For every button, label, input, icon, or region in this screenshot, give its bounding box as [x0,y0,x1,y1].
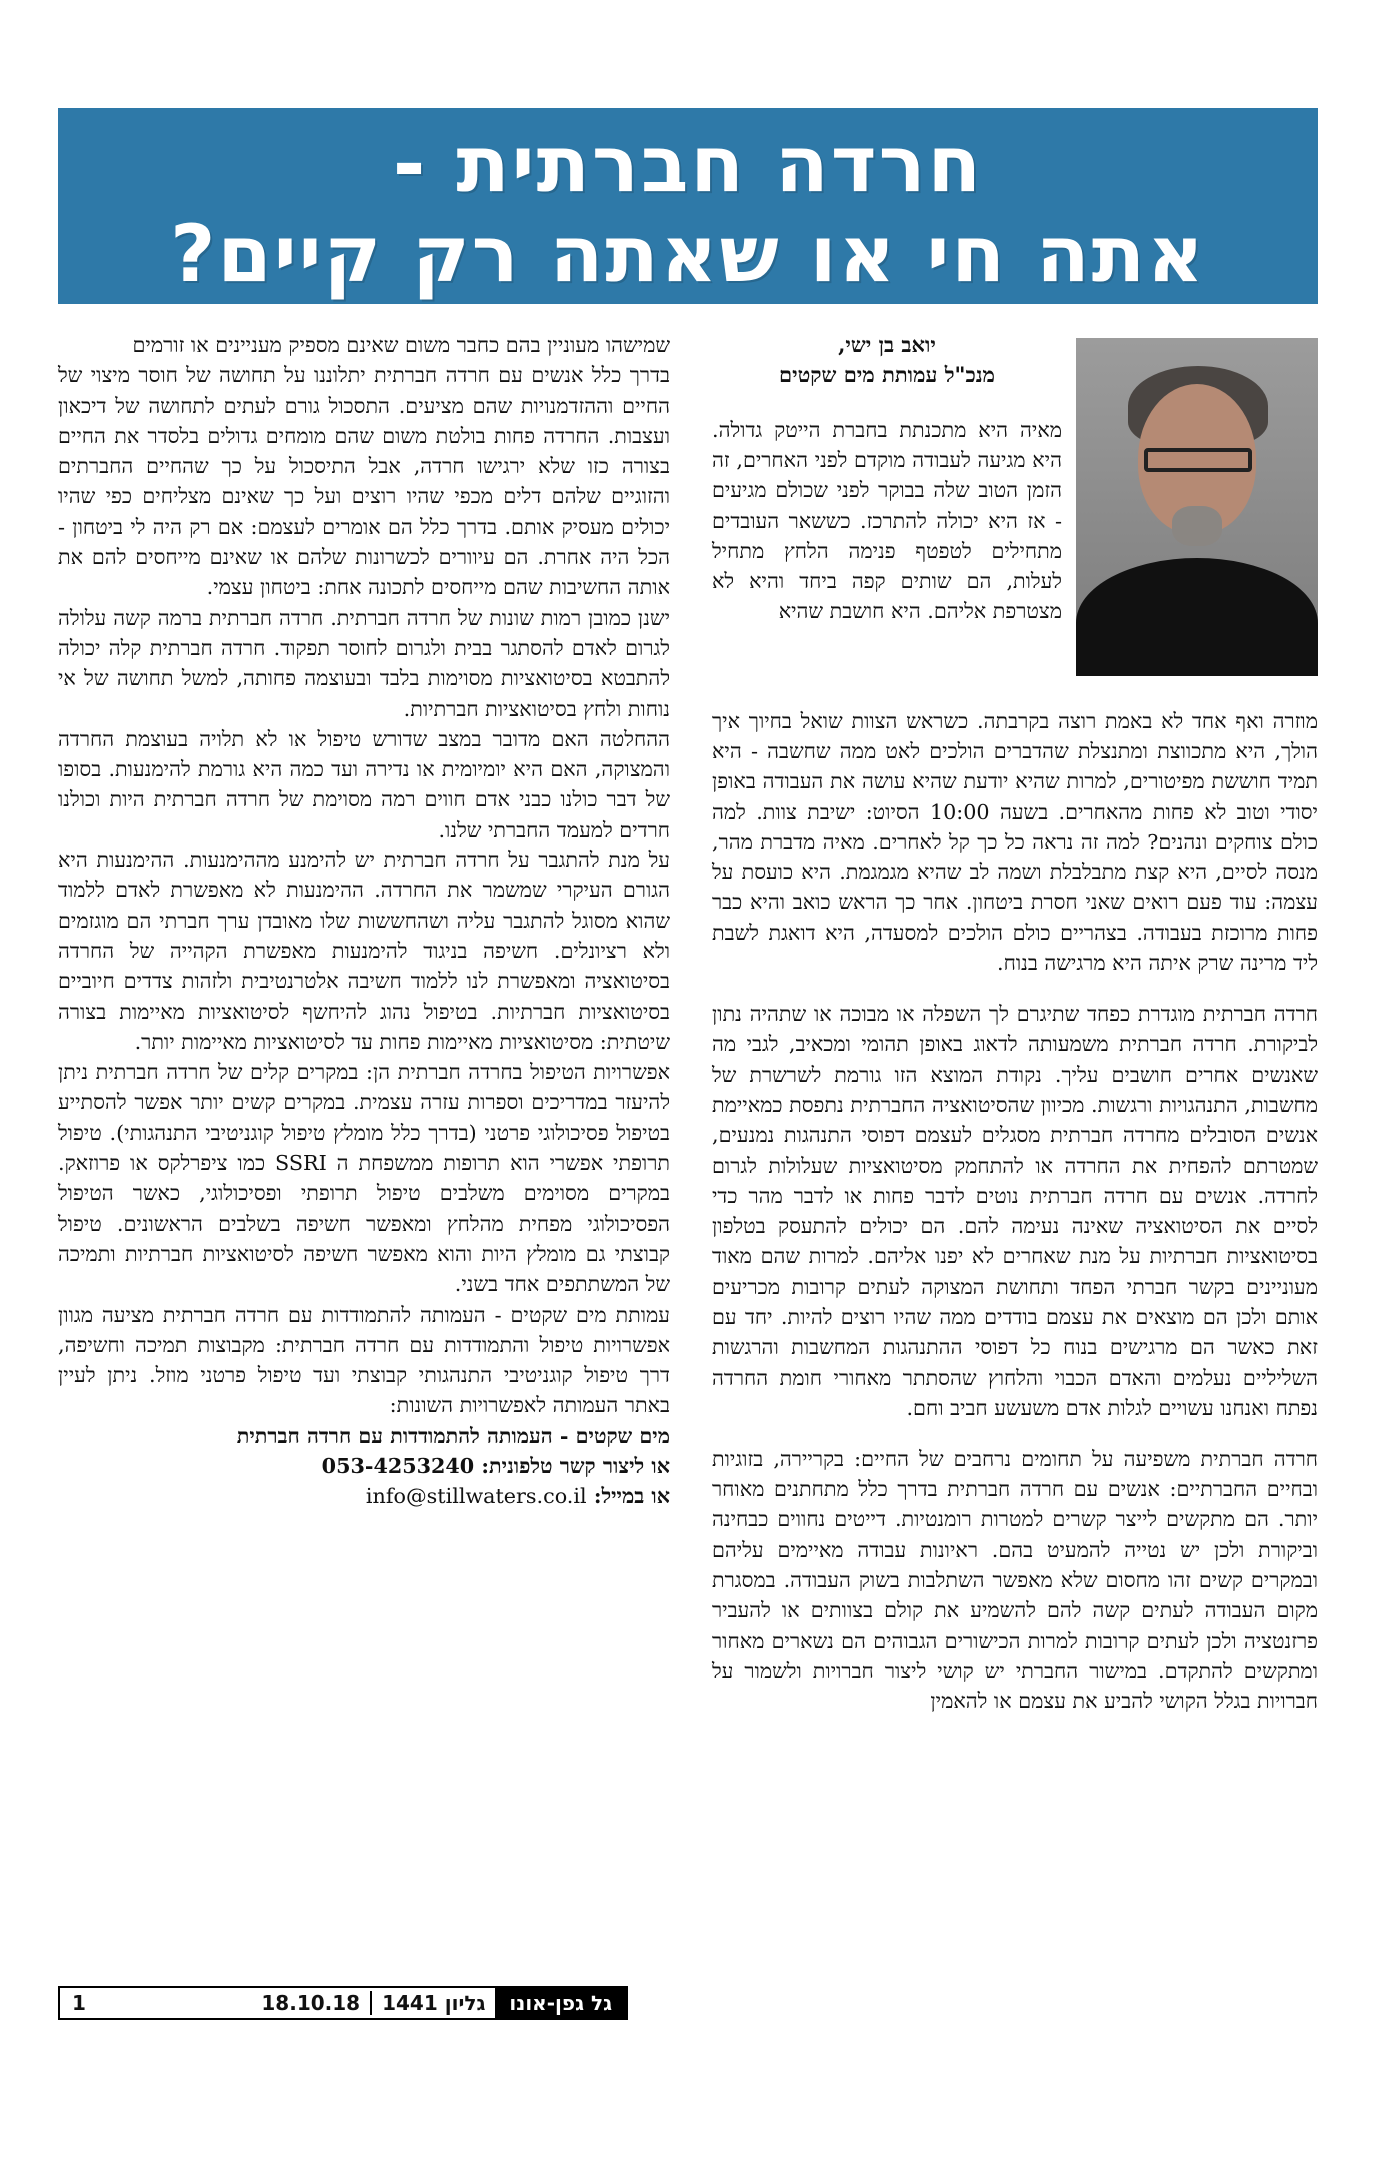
contact-phone[interactable]: 053-4253240 [321,1453,475,1478]
issue-date: 18.10.18 [261,1991,361,2015]
intro-paragraph: מאיה היא מתכנתת בחברת הייטק גדולה. היא מגיעה לעבודה מוקדם לפני האחרים, זה הזמן הטוב שלה בבוקר לפני שכולם מגיעים - אז היא יכולה להתרכז. כששאר העובדים מתחילים לטפטף פנימה הלחץ מתחיל לעלות, הם שותים קפה ביחד והיא לא מצטרפת אליהם. היא חושבת שהיא [712,417,1062,624]
title-banner [58,108,1318,304]
paragraph: על מנת להתגבר על חרדה חברתית יש להימנע מההימנעות. ההימנעות היא הגורם העיקרי שמשמר את החרדה. ההימנעות לא מאפשרת לאדם ללמוד שהוא מסוגל להתגבר עליה ושהחששות שלו מאובדן ערך חברתי הם מוגזמים ולא רציונלים. חשיפה בניגוד להימנעות מאפשרת הקהייה של החרדה בסיטואציה ומאפשרת לנו ללמוד חשיבה אלטרנטיבית ולזהות צדדים חיוביים בסיטואציות חברתיות. בטיפול נהוג להיחשף לסיטואציות מאיימות בצורה שיטתית: מסיטואציות מאיימות פחות עד לסיטואציות מאיימות יותר. [58,848,670,1054]
author-photo [1076,338,1318,676]
page-footer [58,1986,628,2020]
author-byline [712,330,1062,390]
contact-org: מים שקטים - העמותה להתמודדות עם חרדה חברתית [236,1423,670,1448]
page-number: 1 [72,1991,86,2015]
paragraph: שמישהו מעוניין בהם כחבר משום שאינם מספיק מעניינים או זורמים [132,333,670,357]
contact-phone-label: או ליצור קשר טלפונית: [481,1453,670,1478]
contact-block [58,1421,670,1512]
contact-email-line [58,1481,670,1511]
paragraph: ישנן כמובן רמות שונות של חרדה חברתית. חרדה חברתית ברמה קשה עלולה לגרום לאדם להסתגר בבית ולגרום לחוסר תפקוד. חרדה חברתית קלה יכולה להתבטא בסיטואציות מסוימות בלבד ובעוצמה פחותה, למשל תחושה של אי נוחות ולחץ בסיטואציות חברתיות. [58,605,670,721]
author-role: מנכ"ל עמותת מים שקטים [778,362,996,387]
contact-email-label: או במייל: [593,1484,670,1509]
contact-phone-line [58,1451,670,1481]
issue-number: גליון 1441 [370,1991,495,2015]
title-line-2: אתה חי או שאתה רק קיים? [170,210,1206,300]
contact-email-link[interactable]: info@stillwaters.co.il [365,1484,587,1509]
paragraph: מוזרה ואף אחד לא באמת רוצה בקרבתה. כשראש הצוות שואל בחיוך איך הולך, היא מתכווצת ומתנצלת שהדברים הולכים לאט ממה שחשבה - היא תמיד חוששת מפיטורים, למרות שהיא יודעת שהיא עושה את העבודה באופן יסודי וטוב לא פחות מהאחרים. בשעה 10:00 הסיוט: ישיבת צוות. למה כולם צוחקים ונהנים? למה זה נראה כל כך קל לאחרים. מאיה מדברת מהר, מנסה לסיים, היא קצת מתבלבלת ושמה לב שהיא מגמגמת. היא כועסת על עצמה: עוד פעם רואים שאני חסרת ביטחון. אחר כך הראש כואב והיא כבר פחות מרוכזת בעבודה. בצהריים כולם הולכים למסעדה, היא דואגת לשבת ליד מרינה שרק איתה היא מרגישה בנוח. [712,708,1318,976]
publication-name: גל גפן-אונו [495,1988,626,2018]
paragraph: עמותת מים שקטים - העמותה להתמודדות עם חרדה חברתית מציעה מגוון אפשרויות טיפול והתמודדות עם חרדה חברתית: מקבוצות תמיכה וחשיפה, דרך טיפול קוגניטיבי התנהגותי קבוצתי ועד טיפול פרטני מוזל. ניתן לעיין באתר העמותה לאפשרויות השונות: [58,1302,670,1418]
paragraph: בדרך כלל אנשים עם חרדה חברתית יתלוננו על תחושה של חוסר מיצוי של החיים וההזדמנויות שהם מציעים. התסכול גורם לעתים לתחושה של דיכאון ועצבות. החרדה פחות בולטת משום שהם מומחים גדולים בלסדר את החיים בצורה כזו שלא ירגישו חרדה, אבל התיסכול על כך שהחיים החברתים והזוגיים שלהם דלים מכפי שהיו רוצים ועל כך שאינם מצליחים כפי שהיו יכולים מעסיק אותם. בדרך כלל הם אומרים לעצמם: אם רק היה לי ביטחון - הכל היה אחרת. הם עיוורים לכשרונות שלהם או שאינם מייחסים להם את אותה החשיבות שהם מייחסים לתכונה אחת: ביטחון עצמי. [58,363,670,600]
left-column-text [58,330,670,1512]
paragraph: ההחלטה האם מדובר במצב שדורש טיפול או לא תלויה בעוצמת החרדה והמצוקה, האם היא יומיומית או נדירה ועד כמה היא גורמת להימנעות. בסופו של דבר כולנו כבני אדם חווים רמה מסוימת של חרדה חברתית היות וכולנו חרדים למעמד החברתי שלנו. [58,726,670,842]
author-name: יואב בן ישי, [838,332,936,357]
right-column-text [712,685,1318,1737]
paragraph: חרדה חברתית משפיעה על תחומים נרחבים של החיים: בקריירה, בזוגיות ובחיים החברתיים: אנשים עם חרדה חברתית בדרך כלל מתחתנים מאוחר יותר. הם מתקשים לייצר קשרים למטרות רומנטיות. דייטים נחווים כבחינה וביקורת ולכן יש נטייה להמעיט בהם. ראיונות עבודה מאיימים עליהם ובמקרים קשים זהו מחסום שלא מאפשר השתלבות בשוק העבודה. במסגרת מקום העבודה לעתים קשה להם להשמיע את קולם בצוותים או להעביר פרזנטציה ולכן לעתים קרובות למרות הכישורים הגבוהים הם נשארים מאחור ומתקשים להתקדם. במישור החברתי יש קושי ליצור חברויות ולשמור על חברויות בגלל הקושי להביע את עצמם או להאמין [712,1446,1318,1714]
paragraph: חרדה חברתית מוגדרת כפחד שתיגרם לך השפלה או מבוכה או שתהיה נתון לביקורת. חרדה חברתית משמעותה לדאוג באופן תהומי ומכאיב, לגבי מה שאנשים אחרים חושבים עליך. נקודת המוצא הזו גורמת לשרשרת של מחשבות, התנהגויות ורגשות. מכיוון שהסיטואציה החברתית נתפסת כמאיימת אנשים הסובלים מחרדה חברתית מסגלים לעצמם דפוסי התנהגות נמנעים, שמטרתם להפחית את החרדה או להתחמק מסיטואציות שעלולות לגרום לחרדה. אנשים עם חרדה חברתית נוטים לדבר פחות או לדבר מהר כדי לסיים את הסיטואציה שאינה נעימה להם. הם יכולים להתעסק בטלפון בסיטואציות חברתיות על מנת שאחרים לא יפנו אליהם. למרות שהם מאוד מעוניינים בקשר חברתי הפחד ותחושת המצוקה לעתים קרובות מכריעים אותם ולכן הם מוצאים את עצמם בודדים ממה שהיו רוצים להיות. יחד עם זאת כאשר הם מרגישים בנוח כל דפוסי ההתנהגות המחשבות והרגשות השליליים נעלמים והאדם הכבוי והלחוץ שהסתתר מאחורי חומת החרדה נפתח ואנחנו עשויים לגלות אדם משעשע חביב וחם. [712,1002,1318,1420]
title-line-1: חרדה חברתית - [392,120,984,210]
paragraph: אפשרויות הטיפול בחרדה חברתית הן: במקרים קלים של חרדה חברתית ניתן להיעזר במדריכים וספרות עזרה עצמית. במקרים קשים יותר אפשר להסתייע בטיפול פסיכולוגי פרטני (בדרך כלל מומלץ טיפול קוגניטיבי התנהגותי). טיפול תרופתי אפשרי הוא תרופות ממשפחת ה SSRI כמו ציפרלקס או פרוזאק. במקרים מסוימים משלבים טיפול תרופתי ופסיכולוגי, כאשר הטיפול הפסיכולוגי מפחית מהלחץ ומאפשר חשיפה בשלבים הראשונים. טיפול קבוצתי גם מומלץ היות והוא מאפשר חשיפה לסיטואציות חברתיות ותמיכה של המשתתפים אחד בשני. [58,1060,670,1297]
